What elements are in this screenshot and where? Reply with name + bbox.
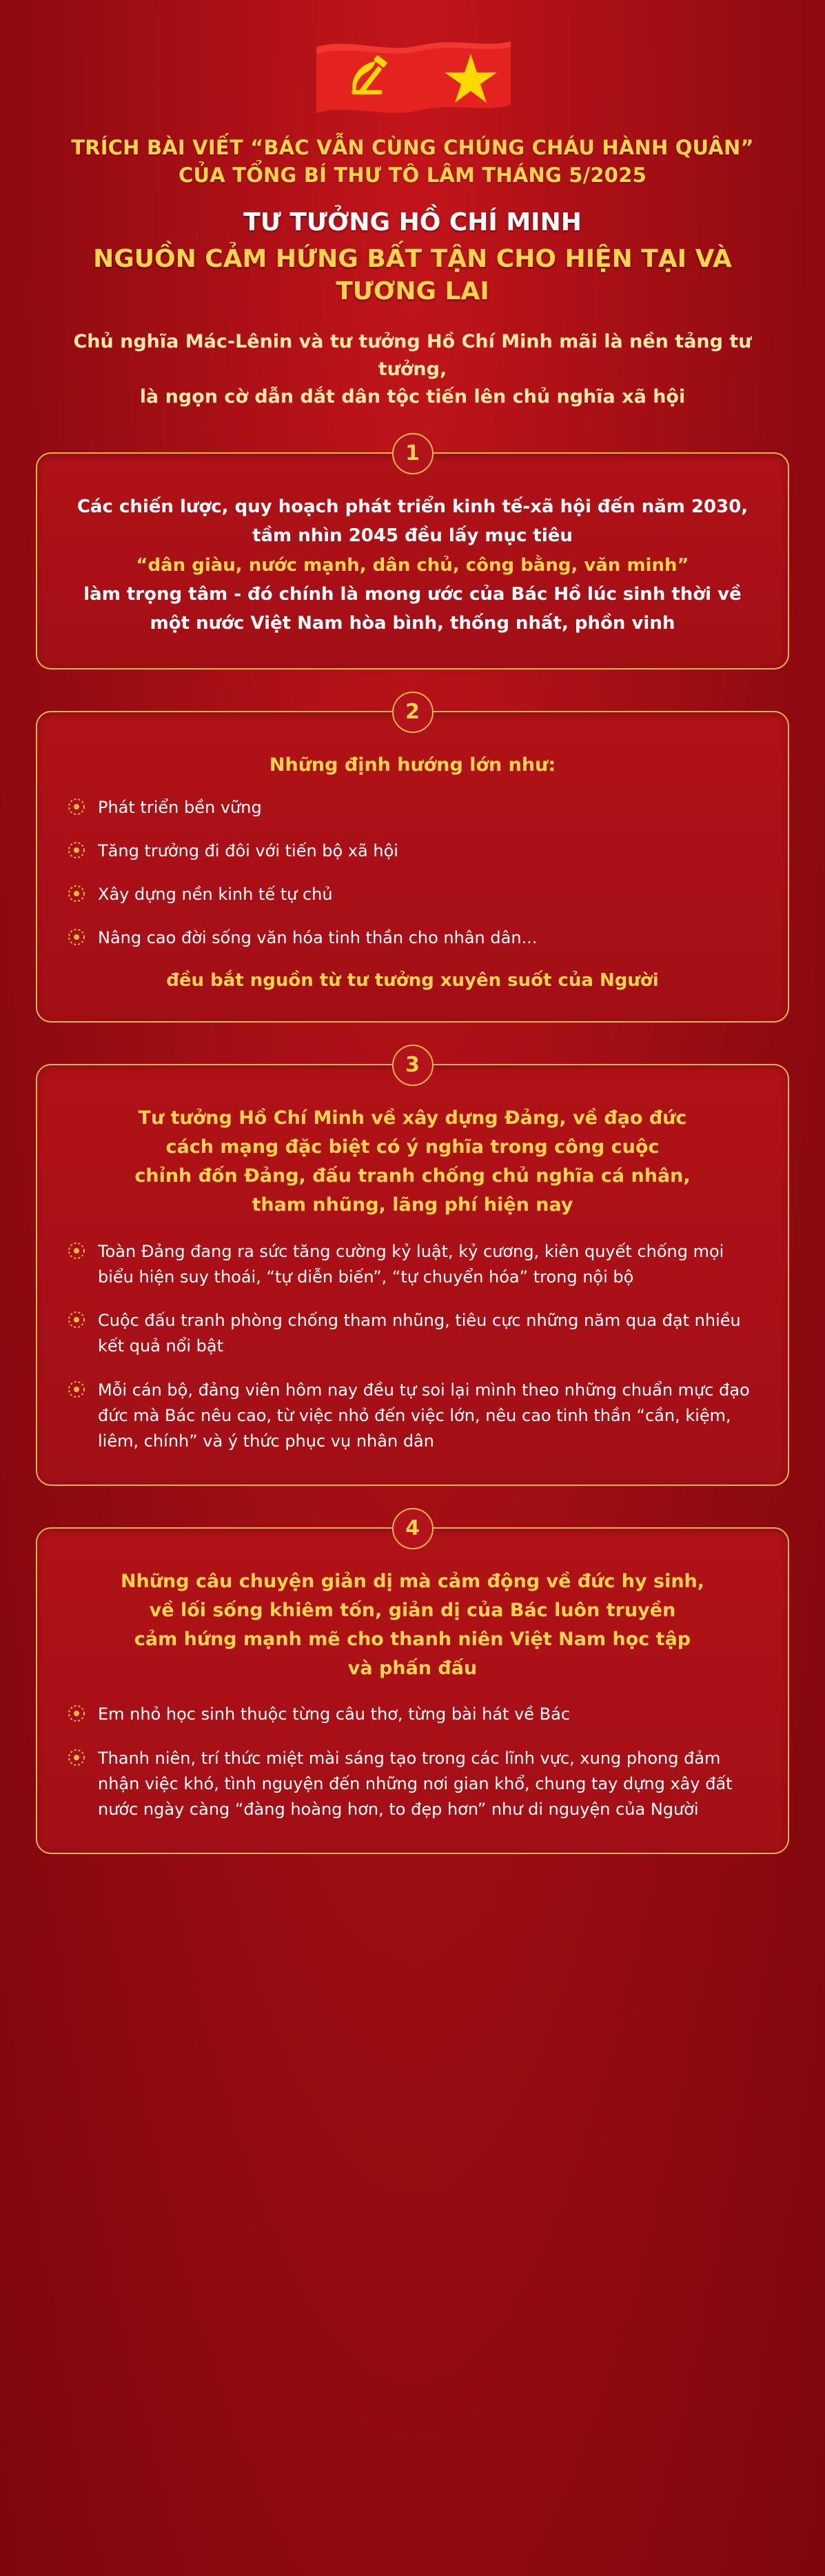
list-item: [68, 838, 757, 864]
subtitle: [54, 328, 771, 411]
content-card-1: [36, 441, 789, 670]
card-2-footer-note: đều bắt nguồn từ tư tưởng xuyên suốt của Người: [166, 970, 659, 992]
flag-container: [0, 0, 825, 124]
card-3-heading-line-1: Tư tưởng Hồ Chí Minh về xây dựng Đảng, về đạo đức: [138, 1107, 687, 1129]
list-item: [68, 925, 757, 951]
card-1-line-1: Các chiến lược, quy hoạch phát triển kinh tế-xã hội đến năm 2030,: [77, 496, 748, 518]
card-3-bullet-list: [68, 1239, 757, 1454]
list-item-label: Cuộc đấu tranh phòng chống tham nhũng, tiêu cực những năm qua đạt nhiều kết quả nổi bật: [98, 1311, 741, 1356]
list-item: [68, 1239, 757, 1290]
gold-ring-bullet-icon: [68, 1749, 85, 1769]
list-item-label: Tăng trưởng đi đôi với tiến bộ xã hội: [98, 841, 398, 861]
list-item: [68, 1702, 757, 1727]
content-card-2: [36, 699, 789, 1023]
page-title-line-2: NGUỒN CẢM HỨNG BẤT TẬN CHO HIỆN TẠI VÀ TƯƠNG LAI: [93, 244, 732, 305]
gold-ring-bullet-icon: [68, 798, 85, 818]
card-number-badge: 1: [392, 433, 434, 474]
card-1-line-3: “dân giàu, nước mạnh, dân chủ, công bằng, văn minh”: [136, 554, 689, 576]
list-item: [68, 795, 757, 821]
page-title-line-1: TƯ TƯỞNG HỒ CHÍ MINH: [243, 208, 582, 237]
gold-ring-bullet-icon: [68, 885, 85, 905]
card-2-bullet-list: [68, 795, 757, 952]
card-4-heading-line-1: Những câu chuyện giản dị mà cảm động về đức hy sinh,: [120, 1571, 705, 1593]
gold-ring-bullet-icon: [68, 1311, 85, 1331]
subtitle-line-1: Chủ nghĩa Mác-Lênin và tư tưởng Hồ Chí Minh mãi là nền tảng tư tưởng,: [73, 331, 752, 381]
list-item: [68, 1378, 757, 1455]
card-1-body: [68, 492, 757, 638]
card-number-badge: 2: [392, 692, 434, 733]
vietnam-communist-party-flag-icon: [309, 36, 516, 124]
card-number-badge: 4: [392, 1508, 434, 1549]
gold-ring-bullet-icon: [68, 1380, 85, 1401]
card-1-line-5: một nước Việt Nam hòa bình, thống nhất, phồn vinh: [150, 612, 675, 634]
source-line-2: CỦA TỔNG BÍ THƯ TÔ LÂM THÁNG 5/2025: [179, 163, 646, 188]
subtitle-line-2: là ngọn cờ dẫn dắt dân tộc tiến lên chủ nghĩa xã hội: [139, 386, 686, 408]
source-line-1: TRÍCH BÀI VIẾT “BÁC VẪN CÙNG CHÚNG CHÁU HÀNH QUÂN”: [71, 136, 754, 159]
gold-ring-bullet-icon: [68, 928, 85, 949]
card-4-bullet-list: [68, 1702, 757, 1822]
gold-ring-bullet-icon: [68, 1242, 85, 1262]
list-item-label: Mỗi cán bộ, đảng viên hôm nay đều tự soi lại mình theo những chuẩn mực đạo đức mà Bác nêu cao, từ việc nhỏ đến việc lớn, nêu cao tinh thần “cần, kiệm, liêm, chính” và ý thức phục vụ nhân dân: [98, 1380, 750, 1451]
gold-ring-bullet-icon: [68, 1704, 85, 1725]
card-3-heading-line-4: tham nhũng, lãng phí hiện nay: [252, 1194, 573, 1216]
list-item-label: Em nhỏ học sinh thuộc từng câu thơ, từng bài hát về Bác: [98, 1704, 571, 1724]
list-item: [68, 1308, 757, 1359]
card-1-line-2: tầm nhìn 2045 đều lấy mục tiêu: [252, 525, 573, 547]
card-2-heading: Những định hướng lớn như:: [269, 754, 556, 776]
card-3-heading: [68, 1104, 757, 1219]
list-item-label: Toàn Đảng đang ra sức tăng cường kỷ luật, kỷ cương, kiên quyết chống mọi biểu hiện suy thoái, “tự diễn biến”, “tự chuyển hóa” trong nội bộ: [98, 1241, 724, 1287]
gold-ring-bullet-icon: [68, 841, 85, 862]
card-1-line-4: làm trọng tâm - đó chính là mong ước của Bác Hồ lúc sinh thời về: [83, 583, 742, 605]
header: [0, 124, 825, 411]
card-3-heading-line-3: chỉnh đốn Đảng, đấu tranh chống chủ nghĩa cá nhân,: [134, 1165, 691, 1187]
list-item: [68, 1746, 757, 1823]
list-item-label: Nâng cao đời sống văn hóa tinh thần cho nhân dân...: [98, 928, 538, 948]
card-number-badge: 3: [392, 1045, 434, 1086]
card-3-heading-line-2: cách mạng đặc biệt có ý nghĩa trong công cuộc: [165, 1136, 660, 1158]
title-block: [48, 207, 777, 308]
content-card-3: [36, 1053, 789, 1486]
card-4-heading-line-3: cảm hứng mạnh mẽ cho thanh niên Việt Nam học tập: [134, 1628, 691, 1650]
list-item-label: Phát triển bền vững: [98, 797, 262, 817]
card-4-heading: [68, 1567, 757, 1682]
list-item-label: Xây dựng nền kinh tế tự chủ: [98, 885, 333, 905]
card-4-heading-line-2: về lối sống khiêm tốn, giản dị của Bác luôn truyền: [149, 1599, 676, 1621]
content-card-4: [36, 1516, 789, 1854]
card-4-heading-line-4: và phấn đấu: [347, 1657, 478, 1679]
list-item-label: Thanh niên, trí thức miệt mài sáng tạo trong các lĩnh vực, xung phong đảm nhận việc khó, tình nguyện đến những nơi gian khổ, chung tay dựng xây đất nước ngày càng “đàng hoàng hơn, to đẹp hơn” như di nguyện của Người: [98, 1748, 733, 1820]
list-item: [68, 882, 757, 907]
